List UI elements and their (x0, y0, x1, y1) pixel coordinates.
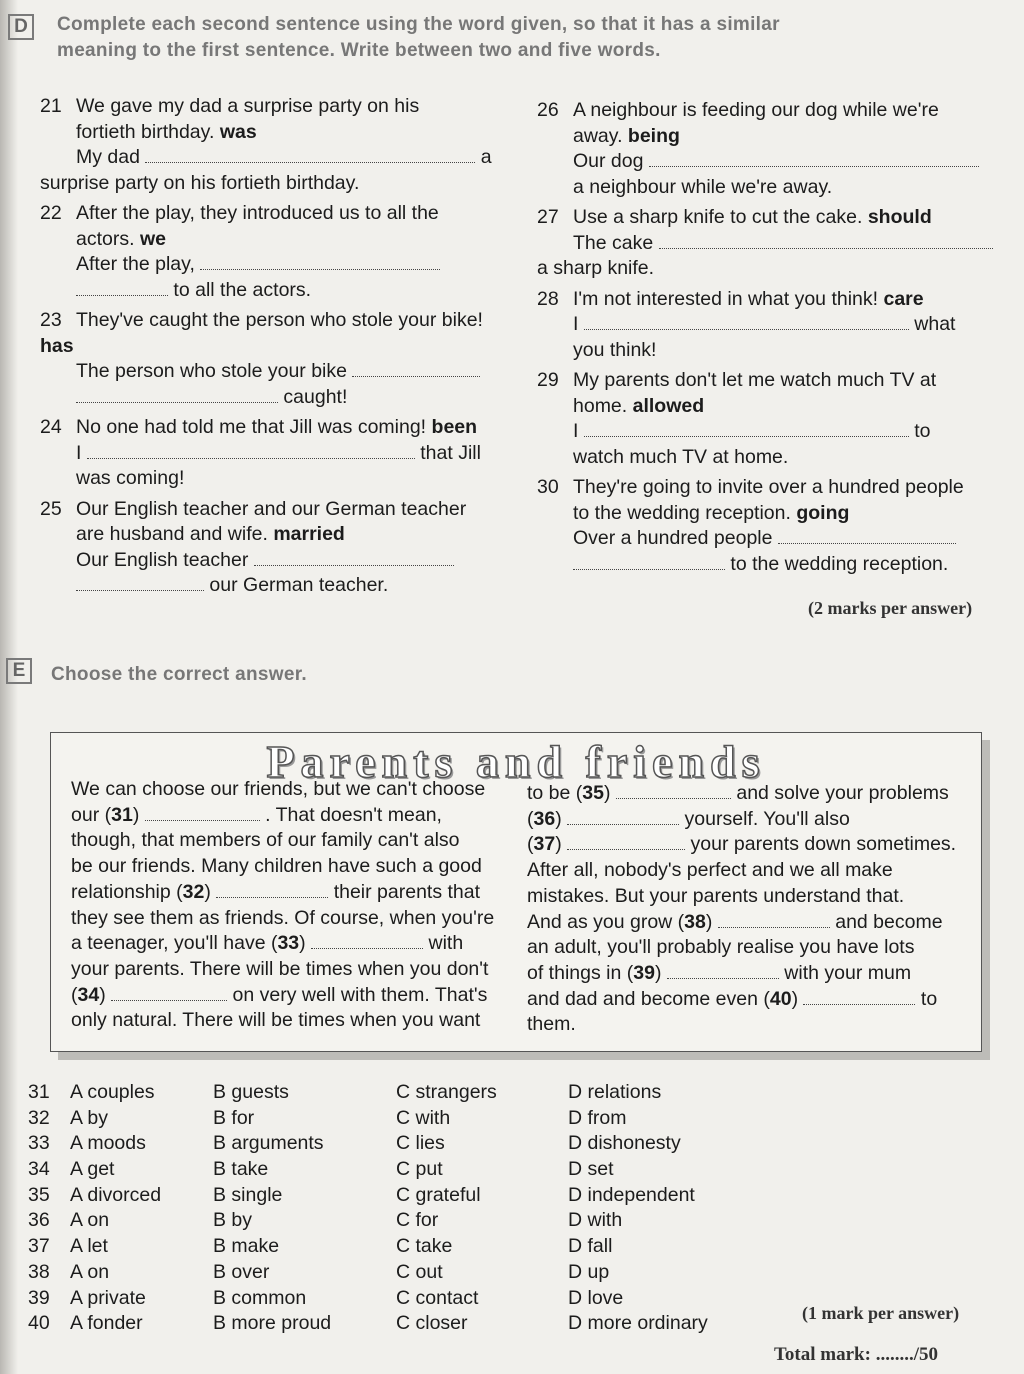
option-b[interactable]: B single (213, 1183, 283, 1206)
option-c[interactable]: C for (396, 1209, 439, 1232)
keyword: was (219, 120, 257, 143)
question-22: 22 After the play, they introduced us to all the actors. we After the play, to all the actors. (40, 202, 439, 301)
answer-blank[interactable] (584, 420, 909, 437)
gap-40[interactable] (803, 988, 915, 1005)
gap-32[interactable] (216, 881, 328, 898)
gap-33[interactable] (311, 932, 423, 949)
question-21: 21 We gave my dad a surprise party on his fortieth birthday. was My dad a surprise party on his fortieth birthday. (40, 95, 492, 194)
question-27: 27 Use a sharp knife to cut the cake. should The cake a sharp knife. (537, 205, 1007, 282)
passage-right-column: to be (35) and solve your problems (36) yourself. You'll also (37) your parents down sometimes. After all, nobody's perfect and we all make mistakes. But your parents understand that. And as you grow (38) and become an adult, you'll probably realise you have lots of things in (39) with your mum and dad and become even (40) to them. (527, 782, 957, 1036)
option-b[interactable]: B arguments (213, 1132, 324, 1155)
option-b[interactable]: B for (213, 1106, 255, 1129)
option-b[interactable]: B take (213, 1158, 269, 1181)
option-c[interactable]: C put (396, 1158, 443, 1181)
option-d[interactable]: D from (568, 1106, 627, 1129)
question-24: 24 No one had told me that Jill was coming! been I that Jill was coming! (40, 416, 481, 489)
option-c[interactable]: C lies (396, 1132, 445, 1155)
page-edge-shadow (0, 0, 18, 1374)
option-a[interactable]: A private (70, 1286, 146, 1309)
option-d[interactable]: D relations (568, 1081, 662, 1103)
option-d[interactable]: D love (568, 1286, 624, 1309)
section-d-instruction: Complete each second sentence using the word given, so that it has a similar meaning to the first sentence. Write between two and five words. (57, 14, 780, 61)
passage-title: Parents and friends (266, 736, 766, 787)
answer-blank[interactable] (254, 549, 454, 566)
section-d-letter: D (8, 14, 34, 40)
gap-38[interactable] (718, 911, 830, 928)
question-25: 25 Our English teacher and our German teacher are husband and wife. married Our English teacher our German teacher. (40, 497, 467, 596)
option-c[interactable]: C contact (396, 1286, 479, 1309)
answer-blank[interactable] (87, 442, 415, 459)
option-a[interactable]: A on (70, 1260, 110, 1283)
option-c[interactable]: C closer (396, 1312, 468, 1335)
question-23: 23 They've caught the person who stole your bike! has The person who stole your bike caught! (40, 309, 483, 408)
option-a[interactable]: A get (70, 1158, 115, 1181)
section-d-marks: (2 marks per answer) (808, 598, 973, 618)
gap-36[interactable] (567, 808, 679, 825)
question-26: 26 A neighbour is feeding our dog while we're away. being Our dog a neighbour while we're away. (537, 98, 1007, 200)
option-a[interactable]: A moods (70, 1132, 146, 1155)
option-a[interactable]: A by (70, 1106, 108, 1129)
option-b[interactable]: B over (213, 1260, 270, 1283)
answer-blank[interactable] (649, 150, 979, 167)
gap-31[interactable] (145, 804, 260, 821)
option-b[interactable]: B common (213, 1286, 307, 1309)
option-b[interactable]: B guests (213, 1081, 289, 1103)
option-d[interactable]: D independent (568, 1183, 695, 1206)
passage-left-column: We can choose our friends, but we can't choose our (31) . That doesn't mean, though, that members of our family can't also be our friends. Many children have such a good relationship (32) their parents that they see them as friends. Of course, when you're a teenager, you'll have (33) with your parents. There will be times when you don't (34) on very well with them. That's only natural. There will be times when you want (71, 778, 495, 1032)
question-28: 28 I'm not interested in what you think! care I what you think! (537, 287, 956, 361)
answer-blank[interactable] (352, 360, 480, 377)
option-b[interactable]: B make (213, 1235, 280, 1258)
answer-blank[interactable] (76, 574, 204, 591)
option-b[interactable]: B by (213, 1209, 253, 1232)
answer-blank[interactable] (145, 146, 475, 163)
option-c[interactable]: C with (396, 1106, 451, 1129)
answer-blank[interactable] (584, 313, 909, 330)
answer-blank[interactable] (659, 232, 993, 249)
option-c[interactable]: C out (396, 1260, 443, 1283)
total-mark: Total mark: ......../50 (774, 1344, 938, 1365)
section-e-letter: E (6, 658, 32, 684)
option-c[interactable]: C strangers (396, 1081, 497, 1103)
option-a[interactable]: A couples (70, 1081, 155, 1103)
gap-34[interactable] (111, 984, 227, 1001)
left-question-column (40, 94, 510, 604)
option-a[interactable]: A divorced (70, 1183, 162, 1206)
section-e-marks: (1 mark per answer) (802, 1303, 960, 1323)
passage-box (50, 732, 982, 1052)
option-d[interactable]: D dishonesty (568, 1132, 681, 1155)
option-a[interactable]: A fonder (70, 1312, 143, 1335)
option-d[interactable]: D more ordinary (568, 1312, 708, 1335)
answer-blank[interactable] (573, 553, 725, 570)
option-a[interactable]: A let (70, 1235, 108, 1258)
gap-39[interactable] (667, 962, 779, 979)
option-d[interactable]: D set (568, 1158, 614, 1181)
question-29: 29 My parents don't let me watch much TV at home. allowed I to watch much TV at home. (537, 369, 937, 468)
question-30: 30 They're going to invite over a hundred people to the wedding reception. going Over a hundred people to the wedding reception. (537, 476, 964, 575)
option-c[interactable]: C grateful (396, 1183, 481, 1206)
answer-blank[interactable] (76, 386, 278, 403)
right-question-column (537, 98, 1007, 582)
option-c[interactable]: C take (396, 1235, 453, 1258)
answer-blank[interactable] (778, 527, 956, 544)
option-d[interactable]: D with (568, 1209, 623, 1232)
option-a[interactable]: A on (70, 1209, 110, 1232)
gap-37[interactable] (567, 833, 685, 850)
option-d[interactable]: D fall (568, 1235, 613, 1258)
answer-blank[interactable] (200, 253, 440, 270)
option-d[interactable]: D up (568, 1260, 610, 1283)
answer-blank[interactable] (76, 279, 168, 296)
option-b[interactable]: B more proud (213, 1312, 332, 1335)
gap-35[interactable] (616, 782, 731, 799)
section-e-instruction: Choose the correct answer. (51, 664, 307, 685)
